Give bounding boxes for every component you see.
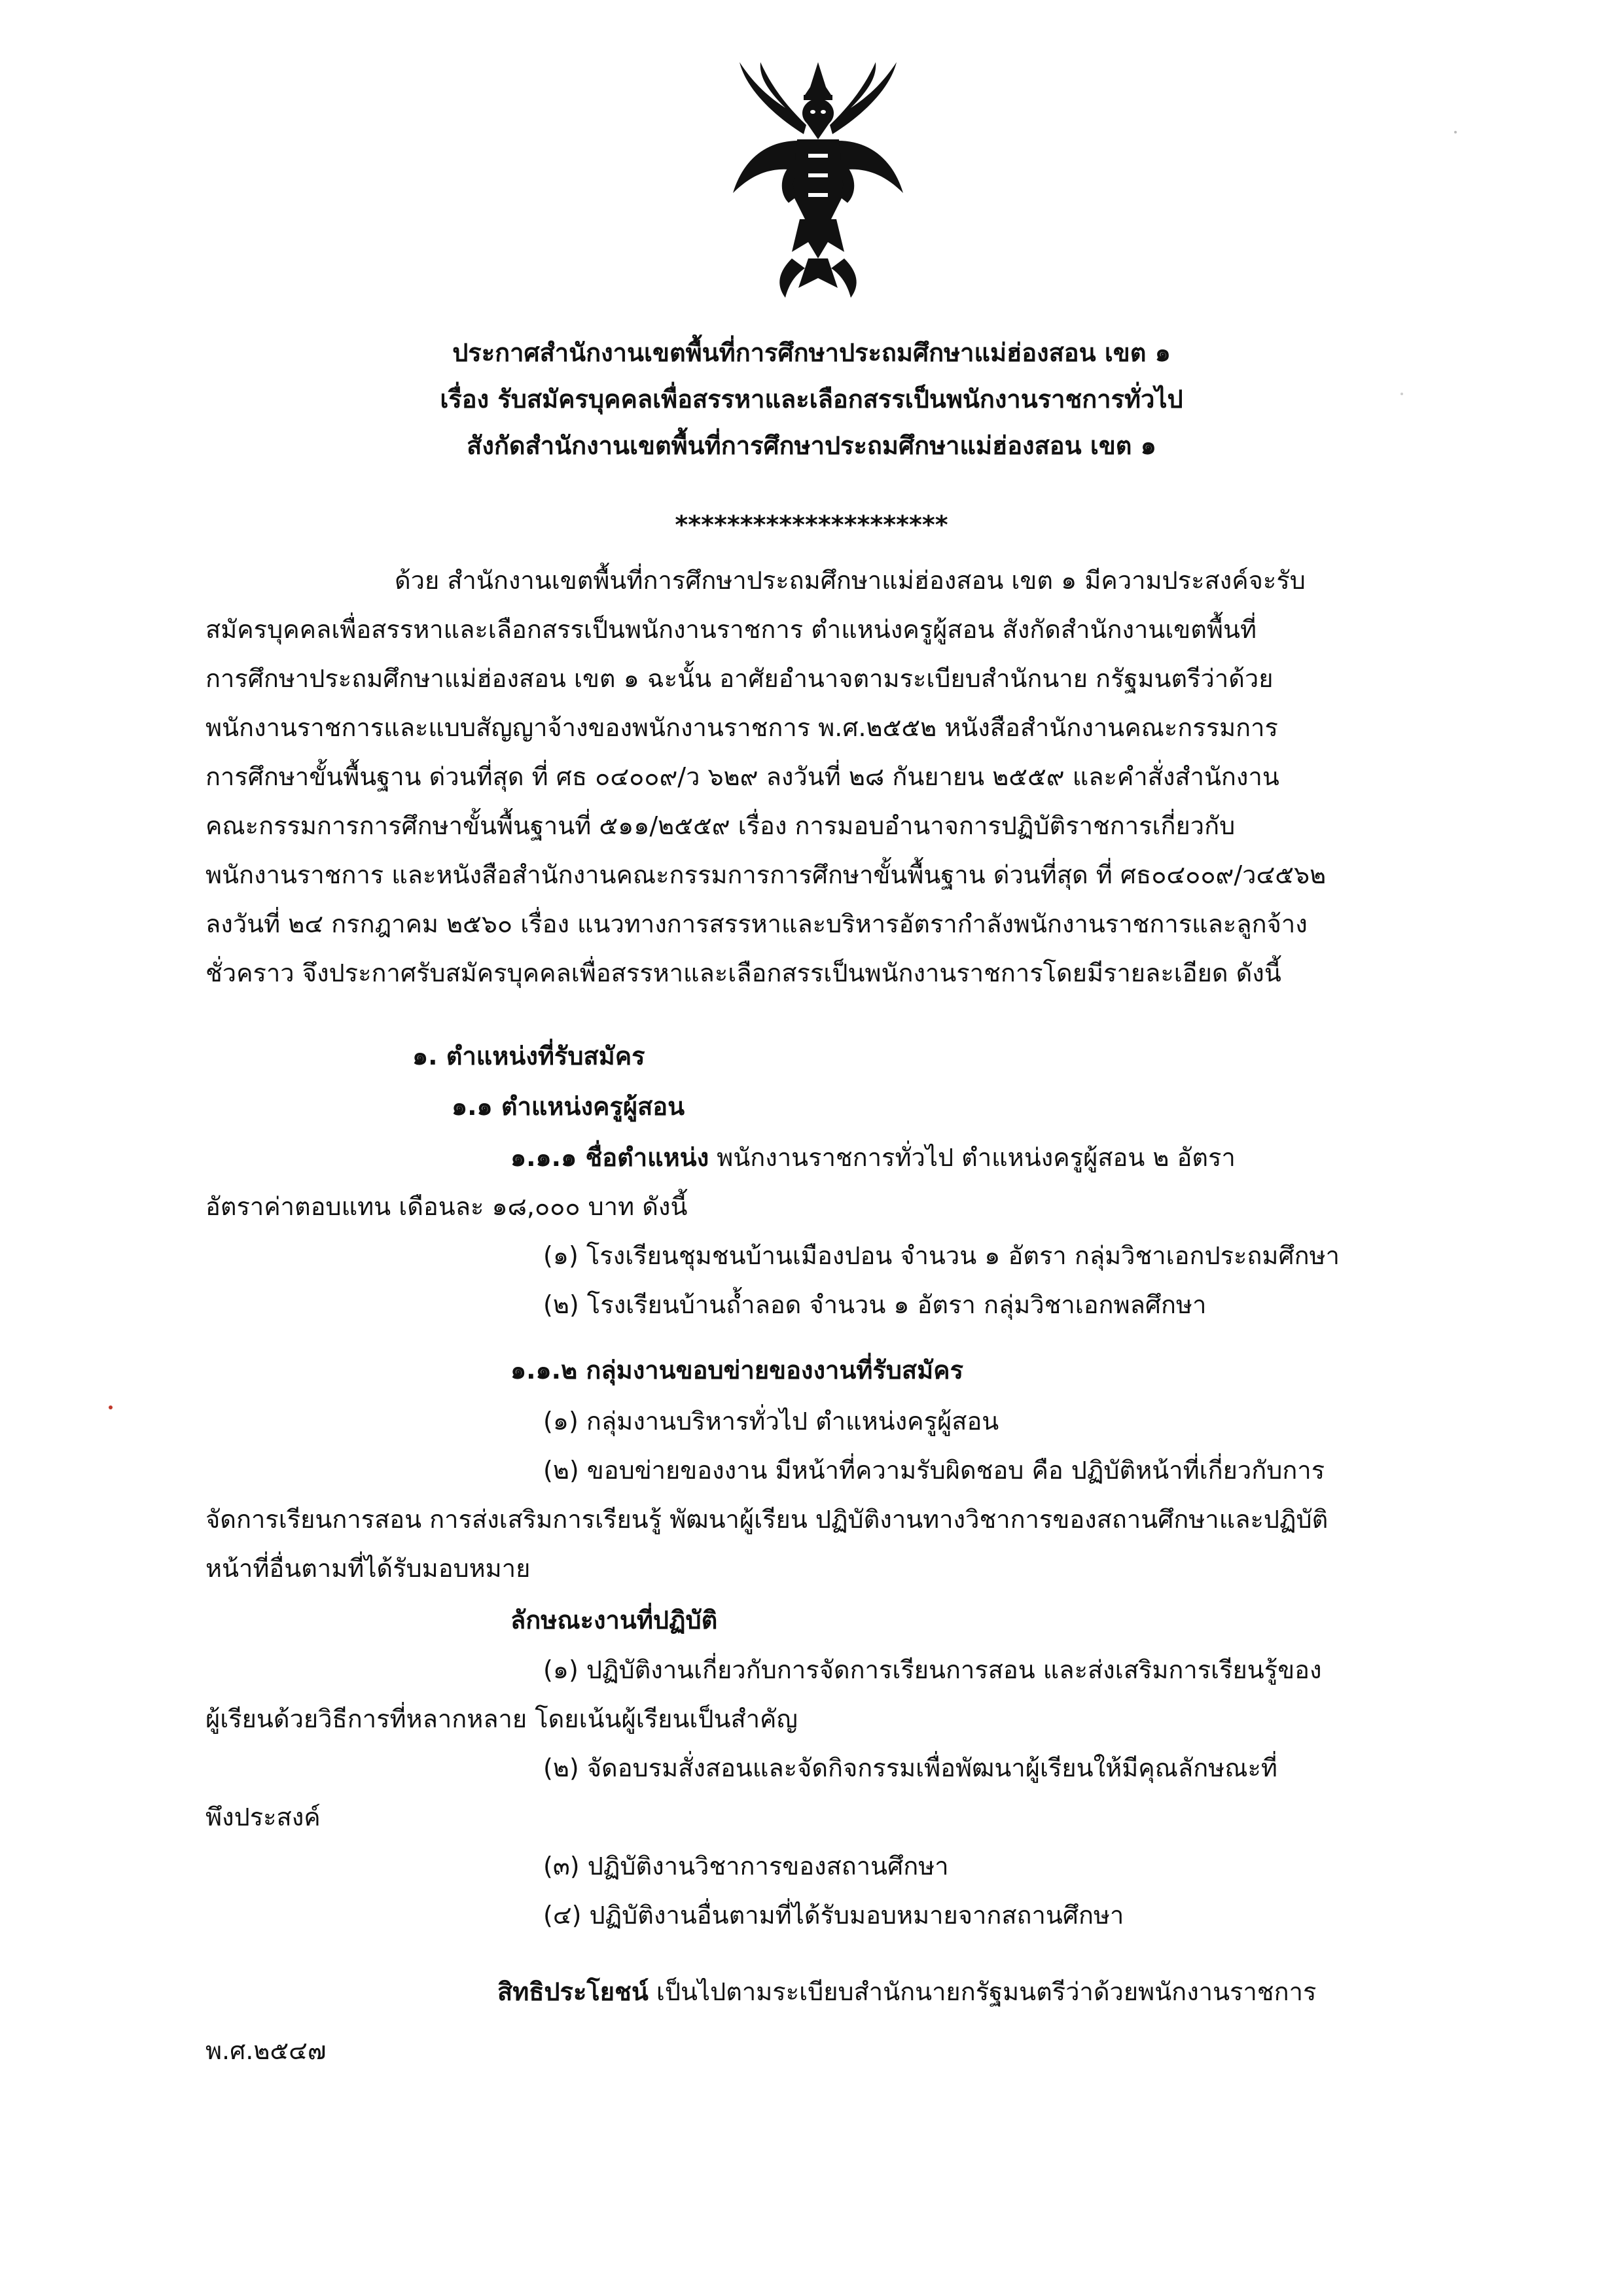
item-1-1-1-text: พนักงานราชการทั่วไป ตำแหน่งครูผู้สอน ๒ อัตรา	[709, 1143, 1236, 1172]
work-nature-item: (๑) ปฏิบัติงานเกี่ยวกับการจัดการเรียนการสอน และส่งเสริมการเรียนรู้ของ	[543, 1655, 1322, 1684]
intro-line: การศึกษาขั้นพื้นฐาน ด่วนที่สุด ที่ ศธ ๐๔๐๐๙/ว ๖๒๙ ลงวันที่ ๒๘ กันยายน ๒๕๕๙ และคำสั่งสำนักงาน	[205, 762, 1279, 791]
scan-speck	[1400, 393, 1403, 395]
item-1-1-1-continuation: อัตราค่าตอบแทน เดือนละ ๑๘,๐๐๐ บาท ดังนี้	[205, 1192, 688, 1221]
intro-line: ด้วย สำนักงานเขตพื้นที่การศึกษาประถมศึกษาแม่ฮ่องสอน เขต ๑ มีความประสงค์จะรับ	[395, 566, 1306, 595]
work-nature-item: ผู้เรียนด้วยวิธีการที่หลากหลาย โดยเน้นผู้เรียนเป็นสำคัญ	[205, 1704, 798, 1733]
title-line-2: เรื่อง รับสมัครบุคคลเพื่อสรรหาและเลือกสรรเป็นพนักงานราชการทั่วไป	[440, 385, 1183, 414]
work-nature-item: (๒) จัดอบรมสั่งสอนและจัดกิจกรรมเพื่อพัฒนาผู้เรียนให้มีคุณลักษณะที่	[543, 1754, 1277, 1782]
title-line-1: ประกาศสำนักงานเขตพื้นที่การศึกษาประถมศึกษาแม่ฮ่องสอน เขต ๑	[452, 338, 1171, 367]
intro-line: พนักงานราชการและแบบสัญญาจ้างของพนักงานราชการ พ.ศ.๒๕๕๒ หนังสือสำนักงานคณะกรรมการ	[205, 713, 1278, 742]
item-1-1-2-heading: ๑.๑.๒ กลุ่มงานขอบข่ายของงานที่รับสมัคร	[510, 1356, 963, 1385]
school-item: (๑) โรงเรียนชุมชนบ้านเมืองปอน จำนวน ๑ อัตรา กลุ่มวิชาเอกประถมศึกษา	[543, 1241, 1340, 1270]
benefits-line	[497, 1976, 1316, 2007]
intro-line: พนักงานราชการ และหนังสือสำนักงานคณะกรรมการการศึกษาขั้นพื้นฐาน ด่วนที่สุด ที่ ศธ๐๔๐๐๙/ว๔๕๖๒	[205, 860, 1327, 889]
work-nature-item: (๓) ปฏิบัติงานวิชาการของสถานศึกษา	[543, 1852, 949, 1881]
section-1-heading: ๑. ตำแหน่งที่รับสมัคร	[412, 1042, 645, 1070]
work-nature-item: (๔) ปฏิบัติงานอื่นตามที่ได้รับมอบหมายจากสถานศึกษา	[543, 1901, 1124, 1930]
asterisk-separator: *********************	[675, 510, 948, 539]
intro-line: สมัครบุคคลเพื่อสรรหาและเลือกสรรเป็นพนักงานราชการ ตำแหน่งครูผู้สอน สังกัดสำนักงานเขตพื้นที่	[205, 615, 1257, 644]
benefits-label: สิทธิประโยชน์	[497, 1977, 649, 2006]
benefits-continuation: พ.ศ.๒๕๔๗	[205, 2036, 327, 2065]
work-nature-item: พึงประสงค์	[205, 1803, 321, 1831]
scan-speck	[1454, 131, 1457, 133]
scan-speck	[109, 1405, 113, 1409]
intro-line: ลงวันที่ ๒๔ กรกฎาคม ๒๕๖๐ เรื่อง แนวทางการสรรหาและบริหารอัตรากำลังพนักงานราชการและลูกจ้าง	[205, 910, 1308, 938]
work-group-item: (๑) กลุ่มงานบริหารทั่วไป ตำแหน่งครูผู้สอน	[543, 1407, 999, 1436]
title-line-3: สังกัดสำนักงานเขตพื้นที่การศึกษาประถมศึกษาแม่ฮ่องสอน เขต ๑	[467, 431, 1156, 460]
scope-line: จัดการเรียนการสอน การส่งเสริมการเรียนรู้ พัฒนาผู้เรียน ปฏิบัติงานทางวิชาการของสถานศึกษาและปฏิบัติ	[205, 1505, 1329, 1534]
intro-line: คณะกรรมการการศึกษาขั้นพื้นฐานที่ ๕๑๑/๒๕๕๙ เรื่อง การมอบอำนาจการปฏิบัติราชการเกี่ยวกับ	[205, 811, 1236, 840]
scope-line: (๒) ขอบข่ายของงาน มีหน้าที่ความรับผิดชอบ คือ ปฏิบัติหน้าที่เกี่ยวกับการ	[543, 1456, 1325, 1485]
item-1-1-1-label: ๑.๑.๑ ชื่อตำแหน่ง	[510, 1143, 709, 1172]
school-item: (๒) โรงเรียนบ้านถ้ำลอด จำนวน ๑ อัตรา กลุ่มวิชาเอกพลศึกษา	[543, 1290, 1207, 1319]
item-1-1-1	[510, 1142, 1236, 1173]
section-1-1-heading: ๑.๑ ตำแหน่งครูผู้สอน	[452, 1092, 685, 1121]
work-nature-heading: ลักษณะงานที่ปฏิบัติ	[510, 1606, 718, 1634]
intro-line: ชั่วคราว จึงประกาศรับสมัครบุคคลเพื่อสรรหาและเลือกสรรเป็นพนักงานราชการโดยมีรายละเอียด ดังนี้	[205, 959, 1281, 987]
benefits-text: เป็นไปตามระเบียบสำนักนายกรัฐมนตรีว่าด้วยพนักงานราชการ	[648, 1977, 1317, 2006]
scope-line: หน้าที่อื่นตามที่ได้รับมอบหมาย	[205, 1554, 531, 1583]
garuda-emblem-icon	[726, 62, 910, 304]
intro-line: การศึกษาประถมศึกษาแม่ฮ่องสอน เขต ๑ ฉะนั้น อาศัยอำนาจตามระเบียบสำนักนาย กรัฐมนตรีว่าด้วย	[205, 664, 1274, 693]
